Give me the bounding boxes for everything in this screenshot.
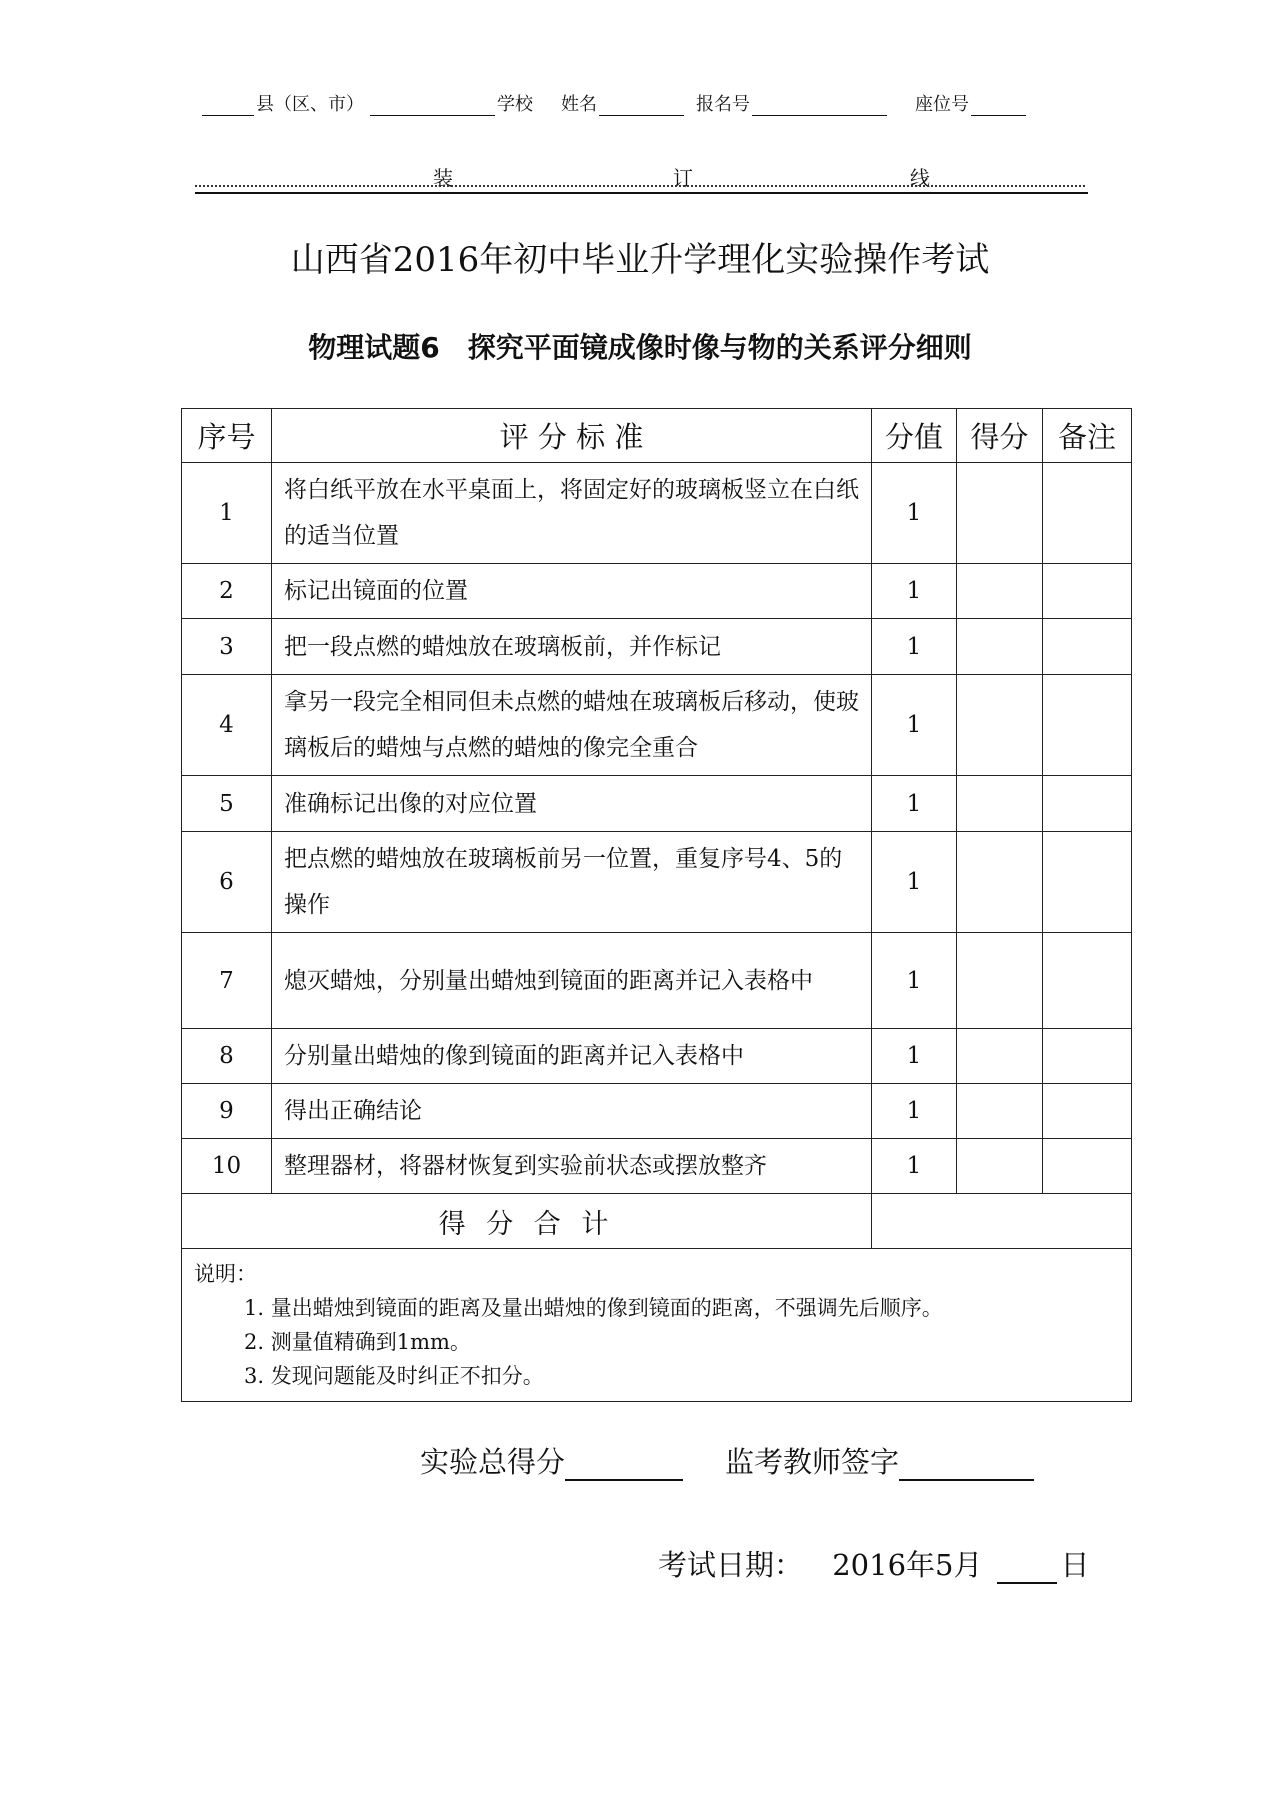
row-criteria: 拿另一段完全相同但未点燃的蜡烛在玻璃板后移动，使玻璃板后的蜡烛与点燃的蜡烛的像完全重合 bbox=[272, 675, 872, 776]
table-row bbox=[182, 832, 1132, 933]
table-header-row bbox=[182, 409, 1132, 463]
row-points: 1 bbox=[872, 564, 957, 619]
row-remarks[interactable] bbox=[1043, 776, 1132, 832]
exam-day-blank[interactable] bbox=[997, 1554, 1057, 1584]
row-criteria: 把一段点燃的蜡烛放在玻璃板前，并作标记 bbox=[272, 619, 872, 675]
row-points: 1 bbox=[872, 933, 957, 1029]
row-remarks[interactable] bbox=[1043, 1084, 1132, 1139]
row-score[interactable] bbox=[957, 1139, 1043, 1194]
row-score[interactable] bbox=[957, 933, 1043, 1029]
county-school-blank[interactable] bbox=[370, 97, 495, 116]
row-score[interactable] bbox=[957, 1084, 1043, 1139]
row-no: 10 bbox=[182, 1139, 272, 1194]
reg-no-label: 报名号 bbox=[696, 94, 750, 115]
table-row bbox=[182, 776, 1132, 832]
signature-line bbox=[420, 1440, 1034, 1481]
row-score[interactable] bbox=[957, 619, 1043, 675]
header-no: 序号 bbox=[182, 409, 272, 463]
teacher-sign-blank[interactable] bbox=[899, 1451, 1034, 1481]
solid-divider bbox=[195, 192, 1088, 194]
table-row bbox=[182, 933, 1132, 1029]
row-remarks[interactable] bbox=[1043, 564, 1132, 619]
row-remarks[interactable] bbox=[1043, 675, 1132, 776]
row-remarks[interactable] bbox=[1043, 463, 1132, 564]
row-criteria: 得出正确结论 bbox=[272, 1084, 872, 1139]
binding-char: 装 bbox=[433, 166, 453, 190]
row-remarks[interactable] bbox=[1043, 1139, 1132, 1194]
teacher-sign-label: 监考教师签字 bbox=[725, 1445, 900, 1479]
note-item: 2. 测量值精确到1mm。 bbox=[244, 1330, 471, 1354]
page-title: 山西省2016年初中毕业升学理化实验操作考试 bbox=[290, 240, 990, 280]
exam-day-suffix: 日 bbox=[1060, 1548, 1090, 1582]
notes-cell bbox=[182, 1249, 1132, 1402]
row-score[interactable] bbox=[957, 832, 1043, 933]
table-row bbox=[182, 564, 1132, 619]
row-score[interactable] bbox=[957, 564, 1043, 619]
total-score-cell[interactable] bbox=[872, 1194, 1132, 1249]
row-points: 1 bbox=[872, 463, 957, 564]
notes-row bbox=[182, 1249, 1132, 1402]
row-no: 3 bbox=[182, 619, 272, 675]
row-criteria: 准确标记出像的对应位置 bbox=[272, 776, 872, 832]
dotted-divider bbox=[195, 185, 1085, 187]
total-row bbox=[182, 1194, 1132, 1249]
row-no: 8 bbox=[182, 1029, 272, 1084]
table-row bbox=[182, 1139, 1132, 1194]
note-item: 3. 发现问题能及时纠正不扣分。 bbox=[244, 1364, 544, 1388]
row-points: 1 bbox=[872, 1029, 957, 1084]
scoring-table bbox=[181, 408, 1132, 1402]
name-label: 姓名 bbox=[561, 94, 597, 115]
binding-char: 订 bbox=[673, 166, 693, 190]
header-points: 分值 bbox=[872, 409, 957, 463]
table-row bbox=[182, 619, 1132, 675]
reg-no-blank[interactable] bbox=[752, 97, 887, 116]
exam-date-label: 考试日期： bbox=[658, 1548, 804, 1582]
row-no: 4 bbox=[182, 675, 272, 776]
table-row bbox=[182, 1084, 1132, 1139]
row-score[interactable] bbox=[957, 776, 1043, 832]
binding-char: 线 bbox=[910, 166, 930, 190]
school-label: 学校 bbox=[497, 94, 533, 115]
exam-date bbox=[658, 1543, 1090, 1584]
header-criteria: 评 分 标 准 bbox=[272, 409, 872, 463]
name-blank[interactable] bbox=[599, 97, 684, 116]
notes-title: 说明： bbox=[194, 1262, 257, 1286]
row-points: 1 bbox=[872, 832, 957, 933]
row-no: 5 bbox=[182, 776, 272, 832]
row-points: 1 bbox=[872, 1139, 957, 1194]
row-criteria: 熄灭蜡烛，分别量出蜡烛到镜面的距离并记入表格中 bbox=[272, 933, 872, 1029]
total-score-blank[interactable] bbox=[565, 1451, 683, 1481]
exam-date-value: 2016年5月 bbox=[832, 1548, 983, 1582]
row-criteria: 将白纸平放在水平桌面上，将固定好的玻璃板竖立在白纸的适当位置 bbox=[272, 463, 872, 564]
page-subtitle: 物理试题6 探究平面镜成像时像与物的关系评分细则 bbox=[308, 331, 972, 364]
row-no: 7 bbox=[182, 933, 272, 1029]
row-no: 9 bbox=[182, 1084, 272, 1139]
row-criteria: 整理器材，将器材恢复到实验前状态或摆放整齐 bbox=[272, 1139, 872, 1194]
county-label: 县（区、市） bbox=[256, 94, 364, 115]
candidate-info-line bbox=[200, 90, 1028, 116]
row-no: 6 bbox=[182, 832, 272, 933]
header-score: 得分 bbox=[957, 409, 1043, 463]
row-points: 1 bbox=[872, 619, 957, 675]
row-points: 1 bbox=[872, 675, 957, 776]
row-criteria: 标记出镜面的位置 bbox=[272, 564, 872, 619]
row-score[interactable] bbox=[957, 463, 1043, 564]
table-row bbox=[182, 1029, 1132, 1084]
row-remarks[interactable] bbox=[1043, 933, 1132, 1029]
row-score[interactable] bbox=[957, 675, 1043, 776]
row-remarks[interactable] bbox=[1043, 1029, 1132, 1084]
table-row bbox=[182, 463, 1132, 564]
note-item: 1. 量出蜡烛到镜面的距离及量出蜡烛的像到镜面的距离，不强调先后顺序。 bbox=[244, 1296, 943, 1320]
row-no: 2 bbox=[182, 564, 272, 619]
table-row bbox=[182, 675, 1132, 776]
row-points: 1 bbox=[872, 1084, 957, 1139]
row-remarks[interactable] bbox=[1043, 832, 1132, 933]
county-blank[interactable] bbox=[202, 97, 254, 116]
row-criteria: 分别量出蜡烛的像到镜面的距离并记入表格中 bbox=[272, 1029, 872, 1084]
row-points: 1 bbox=[872, 776, 957, 832]
total-label: 得 分 合 计 bbox=[182, 1194, 872, 1249]
row-score[interactable] bbox=[957, 1029, 1043, 1084]
row-remarks[interactable] bbox=[1043, 619, 1132, 675]
seat-no-blank[interactable] bbox=[971, 97, 1026, 116]
row-criteria: 把点燃的蜡烛放在玻璃板前另一位置，重复序号4、5的操作 bbox=[272, 832, 872, 933]
header-remarks: 备注 bbox=[1043, 409, 1132, 463]
total-score-label: 实验总得分 bbox=[420, 1445, 566, 1479]
row-no: 1 bbox=[182, 463, 272, 564]
seat-no-label: 座位号 bbox=[915, 94, 969, 115]
